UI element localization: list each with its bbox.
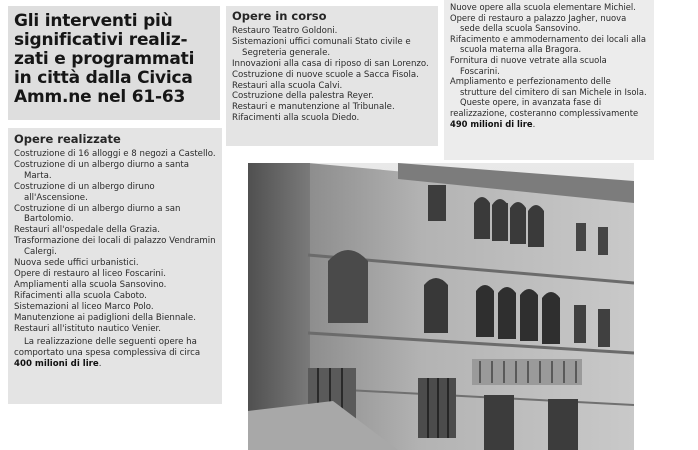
list-item: Costruzione di un albergo diurno a san Bartolomio. <box>14 203 181 225</box>
list-item: Opere di restauro a palazzo Jagher, nuova sede della scuola Sansovino. <box>450 12 627 34</box>
list-item: Rifacimenti alla scuola Caboto. <box>14 290 147 301</box>
list-item: Innovazioni alla casa di riposo di san Lorenzo. <box>232 58 429 69</box>
list-item: Rifacimenti alla scuola Diedo. <box>232 113 360 124</box>
planned-works-summary <box>450 97 648 129</box>
list-item: Opere di restauro al liceo Foscarini. <box>14 268 166 279</box>
list-item: Sistemazioni uffici comunali Stato civile e Segreteria generale. <box>232 36 411 58</box>
ongoing-works-list <box>232 26 432 124</box>
headline-box <box>8 6 220 120</box>
summary-amount: 400 milioni di lire <box>14 359 99 370</box>
list-item: Fornitura di nuove vetrate alla scuola Foscarini. <box>450 54 607 76</box>
summary-amount: 490 milioni di lire <box>450 118 533 129</box>
completed-works-title: Opere realizzate <box>14 132 121 146</box>
building-photo <box>248 163 634 450</box>
ongoing-works-title: Opere in corso <box>232 9 327 23</box>
palazzo-facade-image <box>248 163 634 450</box>
summary-end: . <box>98 359 102 370</box>
summary-text: Queste opere, in avanzata fase di realizzazione, costeranno complessivamente <box>450 97 639 118</box>
summary-end: . <box>532 118 536 129</box>
completed-works-list <box>14 149 216 334</box>
planned-works-column <box>444 0 654 160</box>
list-item: Nuove opere alla scuola elementare Michiel. <box>450 2 636 12</box>
list-item: Costruzione della palestra Reyer. <box>232 91 374 102</box>
planned-works-list <box>450 2 648 97</box>
list-item: Nuova sede uffici urbanistici. <box>14 258 139 269</box>
list-item: Trasformazione dei locali di palazzo Vendramin Calergi. <box>14 236 216 258</box>
list-item: Ampliamento e perfezionamento delle strutture del cimitero di san Michele in Isola. <box>450 76 647 97</box>
list-item: Restauro Teatro Goldoni. <box>232 26 338 36</box>
summary-text: La realizzazione delle seguenti opere ha comportato una spesa complessiva di circa <box>14 337 201 359</box>
completed-works-column <box>8 128 222 404</box>
completed-works-summary <box>14 337 216 370</box>
list-item: Restauri all'istituto nautico Venier. <box>14 323 162 334</box>
list-item: Sistemazioni al liceo Marco Polo. <box>14 301 154 312</box>
list-item: Restauri all'ospedale della Grazia. <box>14 225 160 236</box>
list-item: Costruzione di nuove scuole a Sacca Fisola. <box>232 69 419 80</box>
list-item: Costruzione di un albergo diurno a santa Marta. <box>14 159 190 181</box>
list-item: Ampliamenti alla scuola Sansovino. <box>14 279 167 290</box>
list-item: Restauri alla scuola Calvi. <box>232 80 343 91</box>
list-item: Restauri e manutenzione al Tribunale. <box>232 102 395 113</box>
list-item: Costruzione di un albergo diruno all'Ascensione. <box>14 181 155 203</box>
list-item: Manutenzione ai padiglioni della Biennale. <box>14 312 196 323</box>
list-item: Rifacimento e ammodernamento dei locali alla scuola materna alla Bragora. <box>450 33 647 55</box>
headline-title: Gli interventi più significativi realiz- zati e programmati in città dalla Civica Amm.ne nel 61-63 <box>14 11 195 107</box>
list-item: Costruzione di 16 alloggi e 8 negozi a Castello. <box>14 149 216 159</box>
ongoing-works-column <box>226 6 438 146</box>
